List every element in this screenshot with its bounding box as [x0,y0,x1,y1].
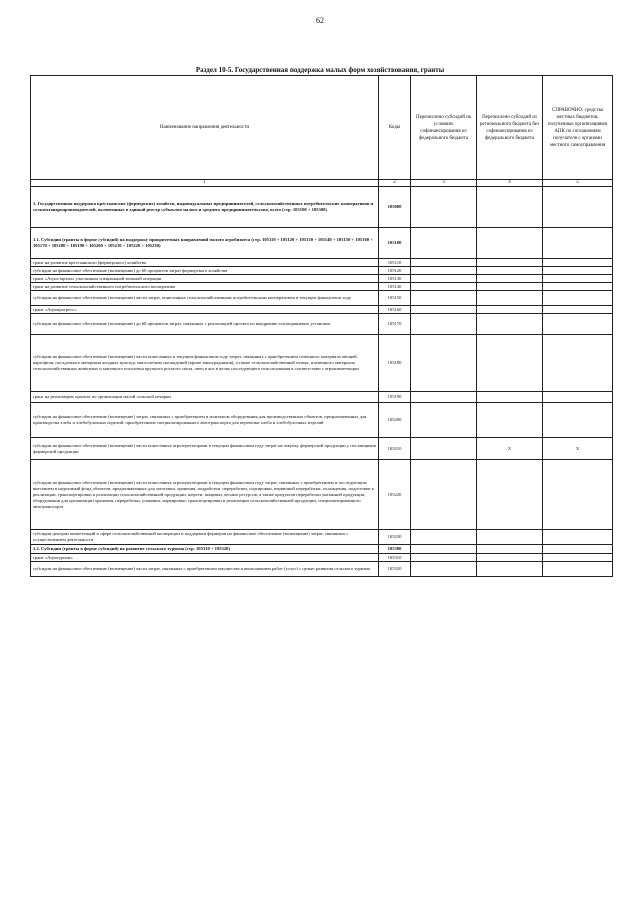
row-code: 105310 [379,554,411,562]
row-col3 [411,187,477,228]
row-name: субсидии на финансовое обеспечение (возмещение) части затрат, связанных с приобретением имущества и выполнением работ (услуг) с целью развития сельского туризма [31,562,379,577]
row-col4 [477,335,543,392]
row-col3 [411,545,477,554]
row-col4 [477,306,543,314]
header-code: Коды [379,76,411,180]
row-name: 1. Государственная поддержка крестьянских (фермерских) хозяйств, индивидуальных предпринимателей, сельскохозяйственных потребительских кооперативов и сельхозтоваропроизводителей, включенных в единый реестр субъектов малого и среднего предпринимательства, всего (стр. 105100 + 105300) [31,187,379,228]
row-col5 [543,403,613,438]
row-col4 [477,545,543,554]
row-col5 [543,545,613,554]
row-name: грант на развитие крестьянского (фермерского) хозяйства [31,259,379,267]
row-name: субсидии на финансовое обеспечение (возмещение) до 60 процентов затрат фермерского хозяйства [31,267,379,275]
row-col5 [543,335,613,392]
row-col4 [477,562,543,577]
row-col4 [477,314,543,335]
section-title: Раздел 10-5. Государственная поддержка малых форм хозяйствования, гранты [195,66,445,74]
table-row [31,187,613,228]
table-row [31,403,613,438]
table-header-row [31,76,613,180]
table-row [31,275,613,283]
row-name: 1.2. Субсидии (гранты в форме субсидий) на развитие сельского туризма (стр. 105310 + 105320) [31,545,379,554]
row-col3 [411,403,477,438]
row-code: 105180 [379,335,411,392]
table-row [31,438,613,460]
row-col4 [477,259,543,267]
column-number: 5 [543,180,613,187]
row-code: 105220 [379,460,411,530]
row-code: 105130 [379,275,411,283]
row-code: 105150 [379,291,411,306]
table-row [31,283,613,291]
row-name: субсидии на финансовое обеспечение (возмещение) части понесенных агроагрегаторами в текущем финансовом году затрат, связанных с приобретением и последующим внесением в неделимый фонд объектов, предназначенных для заготовки, хранения, подработки, переработки, сортировки, первичной переработки, охлаждения, подготовки к реализации, транспортировки и реализации сельскохозяйственной продукции, шерсти, пищевых лесных ресурсов, а также продуктов переработки указанной продукции, оборудования для организации хранения, переработки, упаковки, маркировки, транспортировки и реализации сельскохозяйственной продукции, специализированного автотранспорта [31,460,379,530]
table-row [31,267,613,275]
row-name: субсидии на финансовое обеспечение (возмещение) до 60 процентов затрат, связанных с реализацией проекта по внедрению газопоршневых установок [31,314,379,335]
row-col3 [411,283,477,291]
table-row [31,306,613,314]
row-name: грант «Агропрогресс» [31,306,379,314]
row-col5 [543,283,613,291]
table-row [31,545,613,554]
table-row [31,335,613,392]
table-row [31,392,613,403]
table-row [31,291,613,306]
row-name: грант «Агростартап» участникам специальной военной операции [31,275,379,283]
row-col5 [543,306,613,314]
row-col5 [543,291,613,306]
page-number: 62 [316,16,324,25]
row-code: 105320 [379,562,411,577]
row-col5 [543,530,613,545]
row-name: субсидии на финансовое обеспечение (возмещение) части понесенных агроагрегаторами в текущем финансовом году затрат на закупку фермерской продукции у поставщиков фермерской продукции [31,438,379,460]
row-name: субсидии на финансовое обеспечение (возмещение) затрат, связанных с приобретением и монтажом оборудования для производственных объектов, предназначенных для производства хлеба и хлебобулочных изделий, приобретением специализированного автотранспорта для перевозки хлеба и хлебобулочных изделий [31,403,379,438]
row-code: 105300 [379,545,411,554]
row-col4 [477,460,543,530]
row-name: грант на развитие сельскохозяйственного потребительского кооператива [31,283,379,291]
column-number: 3 [411,180,477,187]
table-row [31,562,613,577]
table-row [31,554,613,562]
row-col5 [543,267,613,275]
row-col5 [543,259,613,267]
column-number-row [31,180,613,187]
row-col4 [477,187,543,228]
row-code: 105200 [379,403,411,438]
row-code: 105100 [379,228,411,259]
row-col3 [411,228,477,259]
row-col3 [411,530,477,545]
row-col3 [411,259,477,267]
row-code: 105160 [379,306,411,314]
row-col5 [543,187,613,228]
row-col4 [477,392,543,403]
row-code: 105210 [379,438,411,460]
row-col5 [543,275,613,283]
row-name: субсидии на финансовое обеспечение (возмещение) части затрат, понесенных сельскохозяйственным потребительским кооперативом в текущем финансовом году [31,291,379,306]
row-name: субсидии центрам компетенций в сфере сельскохозяйственной кооперации и поддержки фермеров на финансовое обеспечение (возмещение) затрат, связанных с осуществлением деятельности [31,530,379,545]
row-col4 [477,283,543,291]
table-row [31,460,613,530]
row-col5 [543,460,613,530]
row-name: 1.1. Субсидии (гранты в форме субсидий) на поддержку приоритетных направлений малого агробизнеса (стр. 105110 + 105120 + 105130 + 105140 + 105150 + 105160 + 105170 + 105180 + 105190 + 105200 + 105210 + 105220 + 105230) [31,228,379,259]
row-col4 [477,228,543,259]
row-code: 105170 [379,314,411,335]
column-number: 1 [31,180,379,187]
row-col5: X [543,438,613,460]
support-table [30,75,613,577]
row-col4 [477,530,543,545]
row-code: 105120 [379,267,411,275]
row-col4: X [477,438,543,460]
row-col3 [411,460,477,530]
row-name: грант «Агротуризм» [31,554,379,562]
row-name: грант на реализацию проекта по организации малой сельской пекарни [31,392,379,403]
row-col3 [411,275,477,283]
row-col3 [411,554,477,562]
row-col5 [543,314,613,335]
row-code: 105110 [379,259,411,267]
table-row [31,314,613,335]
header-col5: СПРАВОЧНО: средства местных бюджетов, полученные организациями АПК по соглашениям получателя с органами местного самоуправления [543,76,613,180]
table-row [31,228,613,259]
row-code: 105190 [379,392,411,403]
row-name: субсидии на финансовое обеспечение (возмещение) части понесенных в текущем финансовом году затрат, связанных с приобретением семенного материала овощей, картофеля, посадочного материала ягодных культур, многолетних насаждений (кроме виноградников), а также сельскохозяйственной птицы, племенного материала сельскохозяйственных животных и маточного поголовья крупного рогатого скота, овец и коз в целях последующего использования в соответствии с агрокомпетенции [31,335,379,392]
header-col3: Перечислено субсидий на условиях софинансирования из федерального бюджета [411,76,477,180]
row-col4 [477,275,543,283]
header-col4: Перечислено субсидий из регионального бюджета без софинансирования из федерального бюджета [477,76,543,180]
row-col3 [411,314,477,335]
row-col3 [411,392,477,403]
row-col3 [411,267,477,275]
row-col5 [543,562,613,577]
row-col3 [411,335,477,392]
row-col4 [477,403,543,438]
table-row [31,259,613,267]
row-col4 [477,267,543,275]
row-col4 [477,554,543,562]
row-col4 [477,291,543,306]
table-row [31,530,613,545]
row-col5 [543,554,613,562]
row-code: 105140 [379,283,411,291]
row-col3 [411,306,477,314]
row-col3 [411,291,477,306]
row-col3 [411,438,477,460]
row-col5 [543,228,613,259]
row-code: 105000 [379,187,411,228]
row-col3 [411,562,477,577]
column-number: 4 [477,180,543,187]
row-col5 [543,392,613,403]
column-number: 2 [379,180,411,187]
header-name: Наименование направления деятельности [31,76,379,180]
row-code: 105230 [379,530,411,545]
